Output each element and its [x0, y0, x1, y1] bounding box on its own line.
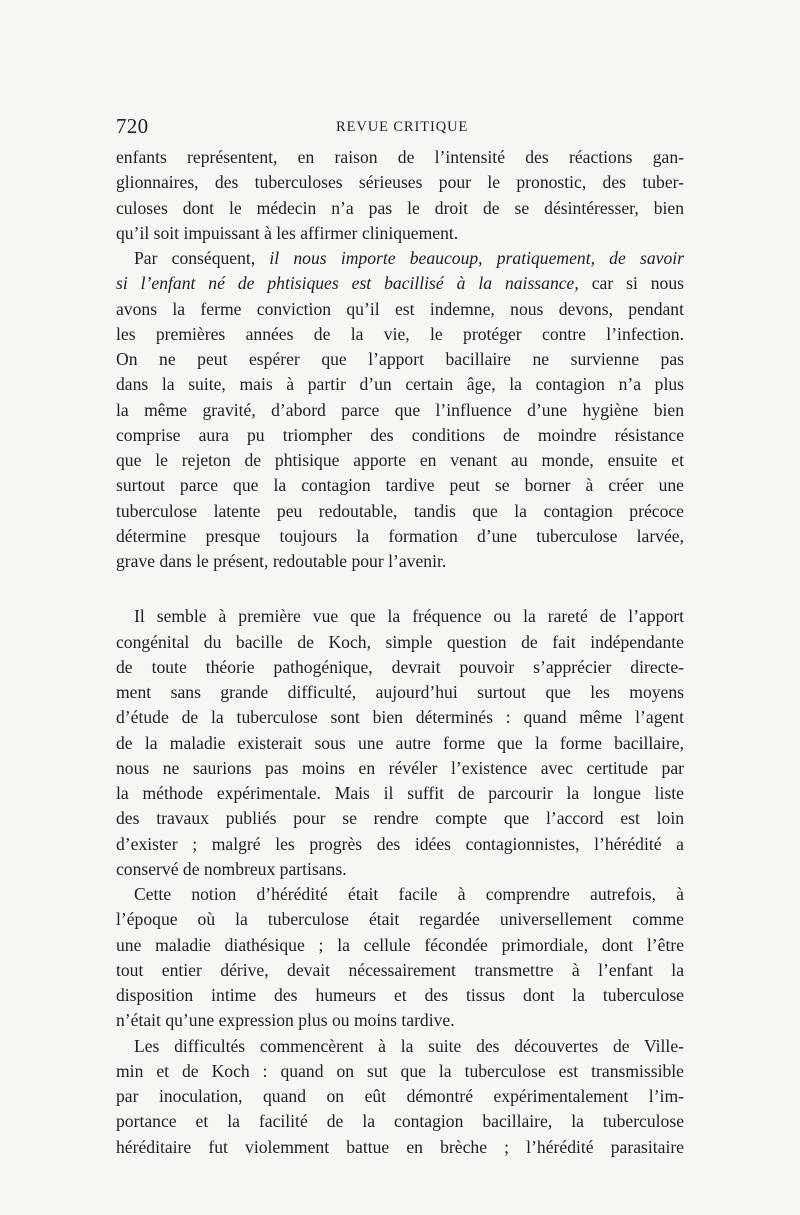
- text-line: qu’il soit impuissant à les affirmer cliniquement.: [116, 222, 459, 243]
- body-text: [116, 145, 684, 1160]
- text-line: On ne peut espérer que l’apport bacillaire ne survienne pas: [116, 349, 684, 369]
- text-line: portance et la facilité de la contagion bacillaire, la tuberculose: [116, 1111, 684, 1132]
- text-line: avons la ferme conviction qu’il est indemne, nous devons, pendant: [116, 298, 684, 319]
- text-line: détermine presque toujours la formation d’une tuberculose larvée,: [116, 525, 684, 546]
- text-line: de la maladie existerait sous une autre forme que la forme bacillaire,: [116, 732, 684, 753]
- text-line: héréditaire fut violemment battue en brèche ; l’hérédité parasitaire: [116, 1136, 684, 1157]
- text-line: dans la suite, mais à partir d’un certain âge, la contagion n’a plus: [116, 374, 684, 395]
- text-line: de toute théorie pathogénique, devrait pouvoir s’apprécier directe-: [116, 656, 684, 677]
- text-line: des travaux publiés pour se rendre compte que l’accord est loin: [116, 808, 684, 829]
- text-line: la méthode expérimentale. Mais il suffit de parcourir la longue liste: [116, 783, 684, 803]
- text-line: ment sans grande difficulté, aujourd’hui surtout que les moyens: [116, 682, 684, 702]
- text-line: tuberculose latente peu redoutable, tandis que la contagion précoce: [116, 500, 684, 521]
- text-line: la même gravité, d’abord parce que l’influence d’une hygiène bien: [116, 399, 684, 420]
- text-line: [116, 271, 684, 296]
- text-line: [116, 246, 684, 271]
- text-line: Cette notion d’hérédité était facile à comprendre autrefois, à: [134, 884, 684, 904]
- text-line: d’exister ; malgré les progrès des idées contagionnistes, l’hérédité a: [116, 833, 684, 854]
- text-line: Les difficultés commencèrent à la suite des découvertes de Ville-: [134, 1035, 684, 1056]
- italic-segment: il nous importe beaucoup, pratiquement, de savoir: [269, 248, 684, 268]
- page-header: [116, 114, 682, 144]
- text-segment: car si nous: [591, 273, 684, 294]
- text-line: comprise aura pu triompher des conditions de moindre résistance: [116, 424, 684, 445]
- text-segment: Par conséquent,: [134, 248, 256, 268]
- text-line: culoses dont le médecin n’a pas le droit de se désintéresser, bien: [116, 197, 684, 218]
- text-line: d’étude de la tuberculose sont bien déterminés : quand même l’agent: [116, 707, 684, 728]
- text-line: Il semble à première vue que la fréquence ou la rareté de l’apport: [134, 606, 684, 627]
- text-line: min et de Koch : quand on sut que la tuberculose est transmissible: [116, 1060, 684, 1081]
- text-line: les premières années de la vie, le protéger contre l’infection.: [116, 323, 684, 344]
- text-line: congénital du bacille de Koch, simple question de fait indépendante: [116, 631, 684, 652]
- text-line: glionnaires, des tuberculoses sérieuses pour le pronostic, des tuber-: [116, 172, 684, 193]
- text-line: grave dans le présent, redoutable pour l’avenir.: [116, 551, 447, 571]
- text-line: par inoculation, quand on eût démontré expérimentalement l’im-: [116, 1086, 684, 1106]
- italic-segment: si l’enfant né de phtisiques est bacillisé à la naissance,: [116, 273, 579, 294]
- section-gap: [116, 574, 684, 604]
- running-title: REVUE CRITIQUE: [336, 119, 469, 135]
- text-line: conservé de nombreux partisans.: [116, 858, 347, 879]
- text-line: disposition intime des humeurs et des tissus dont la tuberculose: [116, 985, 684, 1005]
- text-line: tout entier dérive, devait nécessairement transmettre à l’enfant la: [116, 959, 684, 980]
- text-line: l’époque où la tuberculose était regardée universellement comme: [116, 909, 684, 930]
- page-number: 720: [116, 114, 149, 138]
- text-line: nous ne saurions pas moins en révéler l’existence avec certitude par: [116, 757, 684, 778]
- text-line: enfants représentent, en raison de l’intensité des réactions gan-: [116, 147, 684, 167]
- text-line: que le rejeton de phtisique apporte en venant au monde, ensuite et: [116, 450, 684, 470]
- text-line: une maladie diathésique ; la cellule fécondée primordiale, dont l’être: [116, 934, 684, 955]
- text-line: surtout parce que la contagion tardive peut se borner à créer une: [116, 475, 684, 496]
- text-line: n’était qu’une expression plus ou moins tardive.: [116, 1010, 455, 1031]
